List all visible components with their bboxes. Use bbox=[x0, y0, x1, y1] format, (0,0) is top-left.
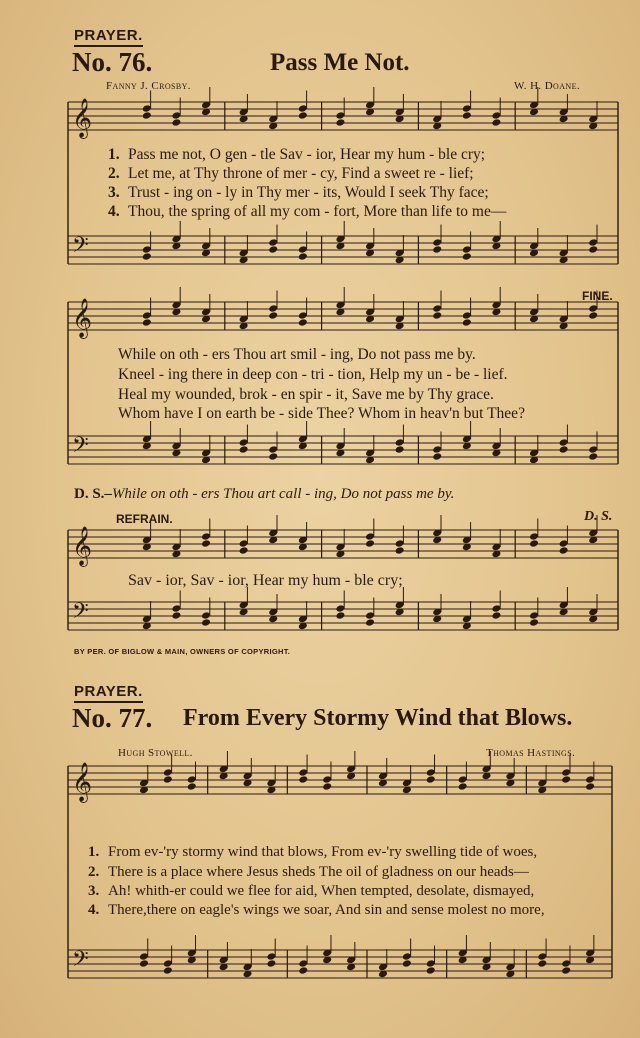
treble-note bbox=[529, 539, 539, 548]
treble-note bbox=[335, 118, 345, 127]
refrain-label: REFRAIN. bbox=[116, 512, 173, 526]
treble-note bbox=[201, 539, 211, 548]
composer-credit: Thomas Hastings. bbox=[486, 747, 576, 759]
chorus-line: Heal my wounded, brok - en spir - it, Save me by Thy grace. bbox=[118, 386, 494, 403]
bass-clef-icon: 𝄢 bbox=[72, 433, 89, 463]
treble-clef-icon: 𝄞 bbox=[72, 762, 93, 802]
bass-note bbox=[171, 611, 181, 620]
bass-note bbox=[142, 252, 152, 261]
hymn-title: Pass Me Not. bbox=[270, 49, 410, 76]
chorus-line: Kneel - ing there in deep con - tri - tion, Help my un - be - lief. bbox=[118, 366, 508, 383]
treble-note bbox=[298, 111, 308, 120]
treble-note bbox=[458, 782, 468, 791]
verse-line: 4. Thou, the spring of all my com - fort, More than life to me— bbox=[108, 203, 507, 220]
hymn-number: No. 76. bbox=[72, 47, 153, 77]
bass-note bbox=[402, 959, 412, 968]
chorus-line: While on oth - ers Thou art smil - ing, Do not pass me by. bbox=[118, 346, 476, 363]
treble-clef-icon: 𝄞 bbox=[72, 526, 93, 566]
bass-note bbox=[588, 245, 598, 254]
treble-note bbox=[588, 311, 598, 320]
treble-note bbox=[426, 775, 436, 784]
bass-note bbox=[298, 966, 308, 975]
bass-note bbox=[426, 966, 436, 975]
bass-note bbox=[432, 245, 442, 254]
verse-line: 3. Ah! whith-er could we flee for aid, When tempted, desolate, dismayed, bbox=[88, 883, 535, 899]
bass-note bbox=[268, 452, 278, 461]
treble-note bbox=[163, 775, 173, 784]
composer-credit: W. H. Doane. bbox=[514, 80, 581, 92]
verse-line: 2. There is a place where Jesus sheds The oil of gladness on our heads— bbox=[88, 864, 529, 880]
bass-note bbox=[239, 445, 249, 454]
bass-note bbox=[537, 959, 547, 968]
hymn-title: From Every Stormy Wind that Blows. bbox=[183, 705, 573, 731]
bass-note bbox=[529, 618, 539, 627]
refrain-ds-mark: D. S. bbox=[584, 509, 613, 524]
treble-clef-icon: 𝄞 bbox=[72, 298, 93, 338]
bass-note bbox=[365, 618, 375, 627]
treble-note bbox=[187, 782, 197, 791]
treble-note bbox=[491, 118, 501, 127]
treble-note bbox=[561, 775, 571, 784]
treble-note bbox=[142, 318, 152, 327]
bass-note bbox=[163, 966, 173, 975]
treble-note bbox=[365, 539, 375, 548]
author-credit: Hugh Stowell. bbox=[118, 747, 193, 759]
treble-note bbox=[268, 311, 278, 320]
treble-note bbox=[462, 318, 472, 327]
bass-note bbox=[266, 959, 276, 968]
treble-note bbox=[298, 318, 308, 327]
verse-line: 2. Let me, at Thy throne of mer - cy, Find a sweet re - lief; bbox=[108, 165, 474, 182]
bass-note bbox=[491, 611, 501, 620]
bass-note bbox=[588, 452, 598, 461]
hymn-number: No. 77. bbox=[72, 703, 153, 733]
copyright-note: BY PER. OF BIGLOW & MAIN, OWNERS OF COPYRIGHT. bbox=[74, 647, 291, 656]
author-credit: Fanny J. Crosby. bbox=[106, 80, 191, 92]
bass-note bbox=[395, 445, 405, 454]
refrain-lyric: Sav - ior, Sav - ior, Hear my hum - ble cry; bbox=[128, 572, 403, 589]
section-label: PRAYER. bbox=[74, 27, 143, 47]
treble-note bbox=[559, 546, 569, 555]
bass-note bbox=[335, 611, 345, 620]
bass-note bbox=[559, 445, 569, 454]
bass-note bbox=[561, 966, 571, 975]
section-label: PRAYER. bbox=[74, 683, 143, 703]
bass-note bbox=[298, 252, 308, 261]
verse-line: 1. Pass me not, O gen - tle Sav - ior, Hear my hum - ble cry; bbox=[108, 146, 486, 163]
bass-note bbox=[432, 452, 442, 461]
bass-clef-icon: 𝄢 bbox=[72, 947, 89, 977]
bass-note bbox=[139, 959, 149, 968]
dal-segno-line: D. S.–While on oth - ers Thou art call - ing, Do not pass me by. bbox=[74, 486, 455, 502]
treble-note bbox=[171, 118, 181, 127]
treble-note bbox=[142, 111, 152, 120]
bass-clef-icon: 𝄢 bbox=[72, 599, 89, 629]
treble-clef-icon: 𝄞 bbox=[72, 98, 93, 138]
verse-line: 1. From ev-'ry stormy wind that blows, From ev-'ry swelling tide of woes, bbox=[88, 844, 538, 860]
fine-mark: FINE. bbox=[582, 289, 613, 303]
bass-note bbox=[201, 618, 211, 627]
treble-note bbox=[585, 782, 595, 791]
treble-note bbox=[462, 111, 472, 120]
bass-note bbox=[462, 252, 472, 261]
bass-clef-icon: 𝄢 bbox=[72, 233, 89, 263]
treble-note bbox=[322, 782, 332, 791]
bass-note bbox=[268, 245, 278, 254]
treble-note bbox=[395, 546, 405, 555]
verse-line: 4. There,there on eagle's wings we soar, And sin and sense molest no more, bbox=[88, 902, 545, 918]
verse-line: 3. Trust - ing on - ly in Thy mer - its, Would I seek Thy face; bbox=[108, 184, 489, 201]
treble-note bbox=[239, 546, 249, 555]
chorus-line: Whom have I on earth be - side Thee? Whom in heav'n but Thee? bbox=[118, 405, 525, 422]
treble-note bbox=[298, 775, 308, 784]
treble-note bbox=[432, 311, 442, 320]
